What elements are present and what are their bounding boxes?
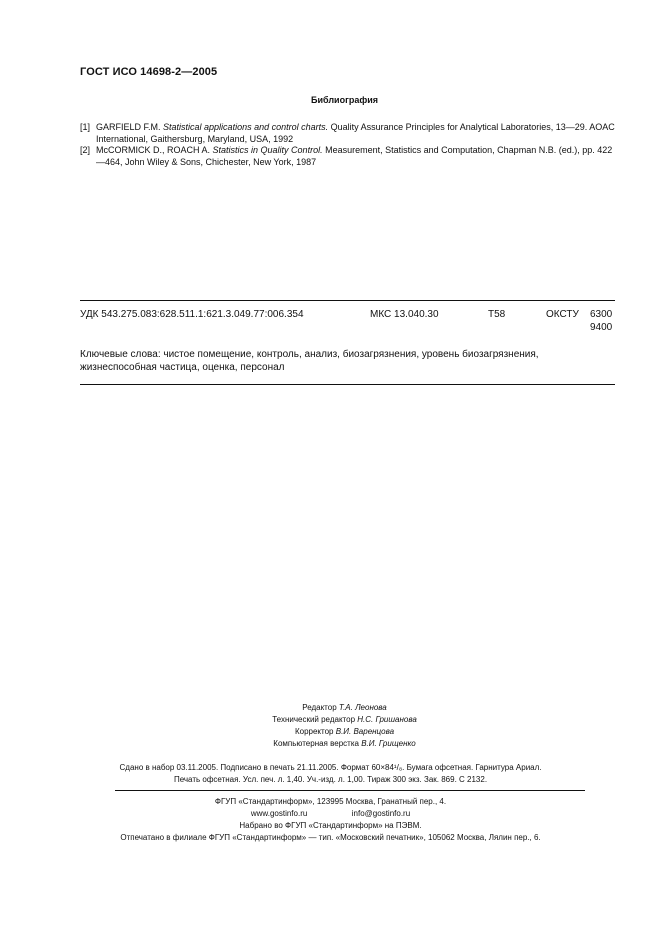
ref-body: [96, 145, 616, 168]
divider-publisher: [115, 790, 585, 791]
publisher-email: info@gostinfo.ru: [351, 809, 411, 818]
credit-name: Н.С. Гришанова: [357, 715, 417, 724]
okstu-code-1: 6300: [590, 309, 613, 320]
credit-name: В.И. Грищенко: [361, 739, 416, 748]
credit-label: Технический редактор: [272, 715, 356, 724]
credit-tech-editor: [0, 714, 661, 726]
okstu-code-2: 9400: [590, 322, 613, 333]
okstu-label: ОКСТУ: [546, 309, 579, 320]
ref-authors: GARFIELD F.M.: [96, 122, 161, 132]
ref-title: Statistical applications and control charts.: [163, 122, 329, 132]
ref-rest: Measurement, Statistics and Computation, Chapman N.B. (ed.), pp. 422 —464, John Wiley & Sons, Chichester, New York, 1987: [96, 145, 613, 167]
bibliography-title: Библиография: [311, 95, 378, 105]
bibliography-entry: [80, 145, 616, 168]
ref-title: Statistics in Quality Control.: [212, 145, 323, 155]
credit-layout: [0, 738, 661, 750]
credit-label: Корректор: [294, 727, 334, 736]
credit-name: Т.А. Леонова: [338, 703, 387, 712]
divider-top: [80, 300, 615, 301]
publisher-site: www.gostinfo.ru: [250, 809, 308, 818]
t-code: Т58: [488, 309, 506, 320]
credit-label: Редактор: [302, 703, 337, 712]
credit-name: В.И. Варенцова: [335, 727, 395, 736]
ref-number: [2]: [80, 145, 91, 155]
credit-corrector: [0, 726, 661, 738]
udk-code: УДК 543.275.083:628.511.1:621.3.049.77:006.354: [80, 309, 304, 320]
publisher-line4: Отпечатано в филиале ФГУП «Стандартинформ» — тип. «Московский печатник», 105062 Москва, Лялин пер., 6.: [120, 833, 541, 842]
publisher-line1: ФГУП «Стандартинформ», 123995 Москва, Гранатный пер., 4.: [214, 797, 447, 806]
publisher-line3: Набрано во ФГУП «Стандартинформ» на ПЭВМ.: [239, 821, 422, 830]
credit-label: Компьютерная верстка: [273, 739, 359, 748]
credit-editor: [0, 702, 661, 714]
print-info-line1: Сдано в набор 03.11.2005. Подписано в печать 21.11.2005. Формат 60×84¹/₈. Бумага офсетная. Гарнитура Ариал.: [119, 763, 542, 772]
ref-body: [96, 122, 616, 145]
ref-number: [1]: [80, 122, 91, 132]
keywords: Ключевые слова: чистое помещение, контроль, анализ, биозагрязнения, уровень биозагрязнения, жизнеспособная частица, оценка, персонал: [80, 349, 539, 373]
ref-rest: Quality Assurance Principles for Analytical Laboratories, 13—29. AOAC International, Gaithersburg, Maryland, USA, 1992: [96, 122, 615, 144]
standard-header: ГОСТ ИСО 14698-2—2005: [80, 66, 218, 78]
divider-keywords: [80, 384, 615, 385]
ref-authors: McCORMICK D., ROACH A.: [96, 145, 211, 155]
bibliography-entry: [80, 122, 616, 145]
mks-code: МКС 13.040.30: [370, 309, 439, 320]
print-info-line2: Печать офсетная. Усл. печ. л. 1,40. Уч.-изд. л. 1,00. Тираж 300 экз. Зак. 869. С 2132.: [173, 775, 488, 784]
publisher-contacts: [0, 808, 661, 820]
